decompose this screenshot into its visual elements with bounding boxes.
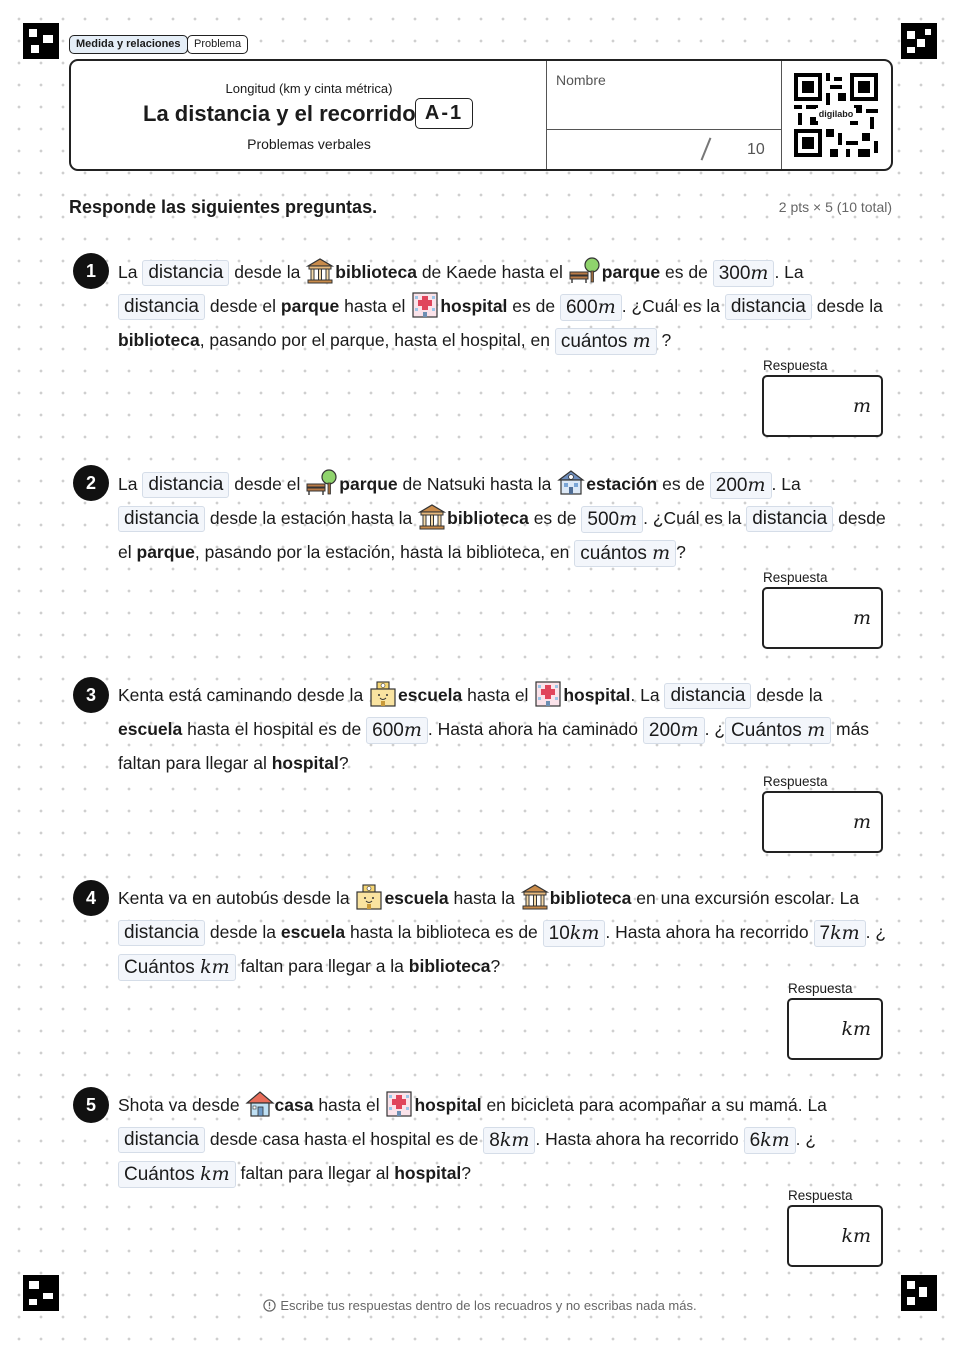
keyword-chip: cuántos m xyxy=(555,328,657,355)
points-info: 2 pts × 5 (10 total) xyxy=(778,199,892,215)
library-icon xyxy=(520,883,550,911)
value-chip: 200m xyxy=(643,717,705,744)
question-text: Shota va desde casa hasta el hospital en bicicleta para acompañar a su mamá. La distancia desde casa hasta el hospital es de 8km . Hasta ahora ha recorrido 6km . ¿ Cuántos km faltan para llegar al hospital? xyxy=(118,1088,888,1190)
question-text: Kenta está caminando desde la escuela hasta el hospital. La distancia desde la escuela hasta el hospital es de 600m . Hasta ahora ha caminado 200m . ¿ Cuántos m más faltan para llegar al hospital? xyxy=(118,678,888,780)
alert-circle-icon xyxy=(263,1299,276,1312)
level-badge: A-1 xyxy=(415,98,473,129)
answer-box[interactable] xyxy=(787,1205,883,1267)
value-chip: 6km xyxy=(744,1127,796,1154)
hospital-icon xyxy=(384,1090,414,1118)
value-chip: 10km xyxy=(543,920,606,947)
keyword-chip: Cuántos km xyxy=(118,954,236,981)
divider xyxy=(546,129,782,130)
park-bench-tree-icon xyxy=(305,469,339,497)
keyword-chip: distancia xyxy=(142,260,229,286)
corner-marker-top-right xyxy=(901,23,937,59)
keyword-chip: distancia xyxy=(142,472,229,498)
footer-note xyxy=(0,1298,960,1313)
answer-unit: m xyxy=(852,607,871,629)
library-icon xyxy=(417,503,447,531)
keyword-chip: distancia xyxy=(118,506,205,532)
answer-label: Respuesta xyxy=(763,358,828,373)
score-max: 10 xyxy=(747,141,765,158)
question-number: 4 xyxy=(73,880,109,916)
hospital-icon xyxy=(410,291,440,319)
keyword-chip: distancia xyxy=(118,920,205,946)
name-field-label: Nombre xyxy=(556,72,606,88)
answer-label: Respuesta xyxy=(763,570,828,585)
corner-marker-top-left xyxy=(23,23,59,59)
score-slash xyxy=(701,137,712,160)
keyword-chip: distancia xyxy=(746,506,833,532)
answer-box[interactable] xyxy=(762,587,883,649)
keyword-chip: cuántos m xyxy=(574,540,676,567)
category-tag: Medida y relaciones xyxy=(69,35,188,54)
keyword-chip: distancia xyxy=(725,294,812,320)
value-chip: 200m xyxy=(710,472,772,499)
value-chip: 600m xyxy=(560,294,622,321)
answer-unit: km xyxy=(841,1225,871,1247)
school-icon xyxy=(354,883,384,911)
instructions: Responde las siguientes preguntas. xyxy=(69,197,378,217)
type-tag: Problema xyxy=(187,35,248,54)
question-text: La distancia desde el parque de Natsuki hasta la estación es de 200m . La distancia desde la estación hasta la biblioteca es de 500m . ¿Cuál es la distancia desde el parque, pasando por la estación, hasta la biblioteca, en cuántos m ? xyxy=(118,467,888,569)
value-chip: 600m xyxy=(366,717,428,744)
answer-box[interactable] xyxy=(762,791,883,853)
qr-brand-label: digilabo xyxy=(816,108,856,121)
answer-box[interactable] xyxy=(762,375,883,437)
keyword-chip: distancia xyxy=(118,294,205,320)
keyword-chip: Cuántos km xyxy=(118,1161,236,1188)
divider xyxy=(546,61,547,169)
page-title: La distancia y el recorrido xyxy=(143,101,416,126)
question-number: 3 xyxy=(73,677,109,713)
answer-unit: m xyxy=(852,811,871,833)
keyword-chip: Cuántos m xyxy=(725,717,831,744)
value-chip: 500m xyxy=(581,506,643,533)
library-icon xyxy=(305,257,335,285)
school-icon xyxy=(368,680,398,708)
subject-label: Longitud (km y cinta métrica) xyxy=(225,81,393,96)
answer-label: Respuesta xyxy=(763,774,828,789)
value-chip: 8km xyxy=(483,1127,535,1154)
answer-label: Respuesta xyxy=(788,1188,853,1203)
question-text: Kenta va en autobús desde la escuela hasta la biblioteca en una excursión escolar. La distancia desde la escuela hasta la biblioteca es de 10km . Hasta ahora ha recorrido 7km . ¿Cuántos km faltan para llegar a la biblioteca? xyxy=(118,881,888,983)
question-text: La distancia desde la biblioteca de Kaede hasta el parque es de 300m . La distancia desde el parque hasta el hospital es de 600m . ¿Cuál es la distancia desde la biblioteca, pasando por el parque, hasta el hospital, en cuántos m ? xyxy=(118,255,888,357)
answer-unit: km xyxy=(841,1018,871,1040)
hospital-icon xyxy=(533,680,563,708)
answer-label: Respuesta xyxy=(788,981,853,996)
station-icon xyxy=(556,469,586,497)
divider xyxy=(781,61,782,169)
worksheet-header xyxy=(69,59,893,171)
value-chip: 7km xyxy=(814,920,866,947)
value-chip: 300m xyxy=(713,260,775,287)
keyword-chip: distancia xyxy=(664,683,751,709)
question-number: 5 xyxy=(73,1087,109,1123)
answer-unit: m xyxy=(852,395,871,417)
house-icon xyxy=(245,1090,275,1118)
question-number: 2 xyxy=(73,465,109,501)
footer-text: Escribe tus respuestas dentro de los recuadros y no escribas nada más. xyxy=(280,1298,697,1313)
subtitle: Problemas verbales xyxy=(247,136,371,152)
keyword-chip: distancia xyxy=(118,1127,205,1153)
question-number: 1 xyxy=(73,253,109,289)
park-bench-tree-icon xyxy=(568,257,602,285)
answer-box[interactable] xyxy=(787,998,883,1060)
